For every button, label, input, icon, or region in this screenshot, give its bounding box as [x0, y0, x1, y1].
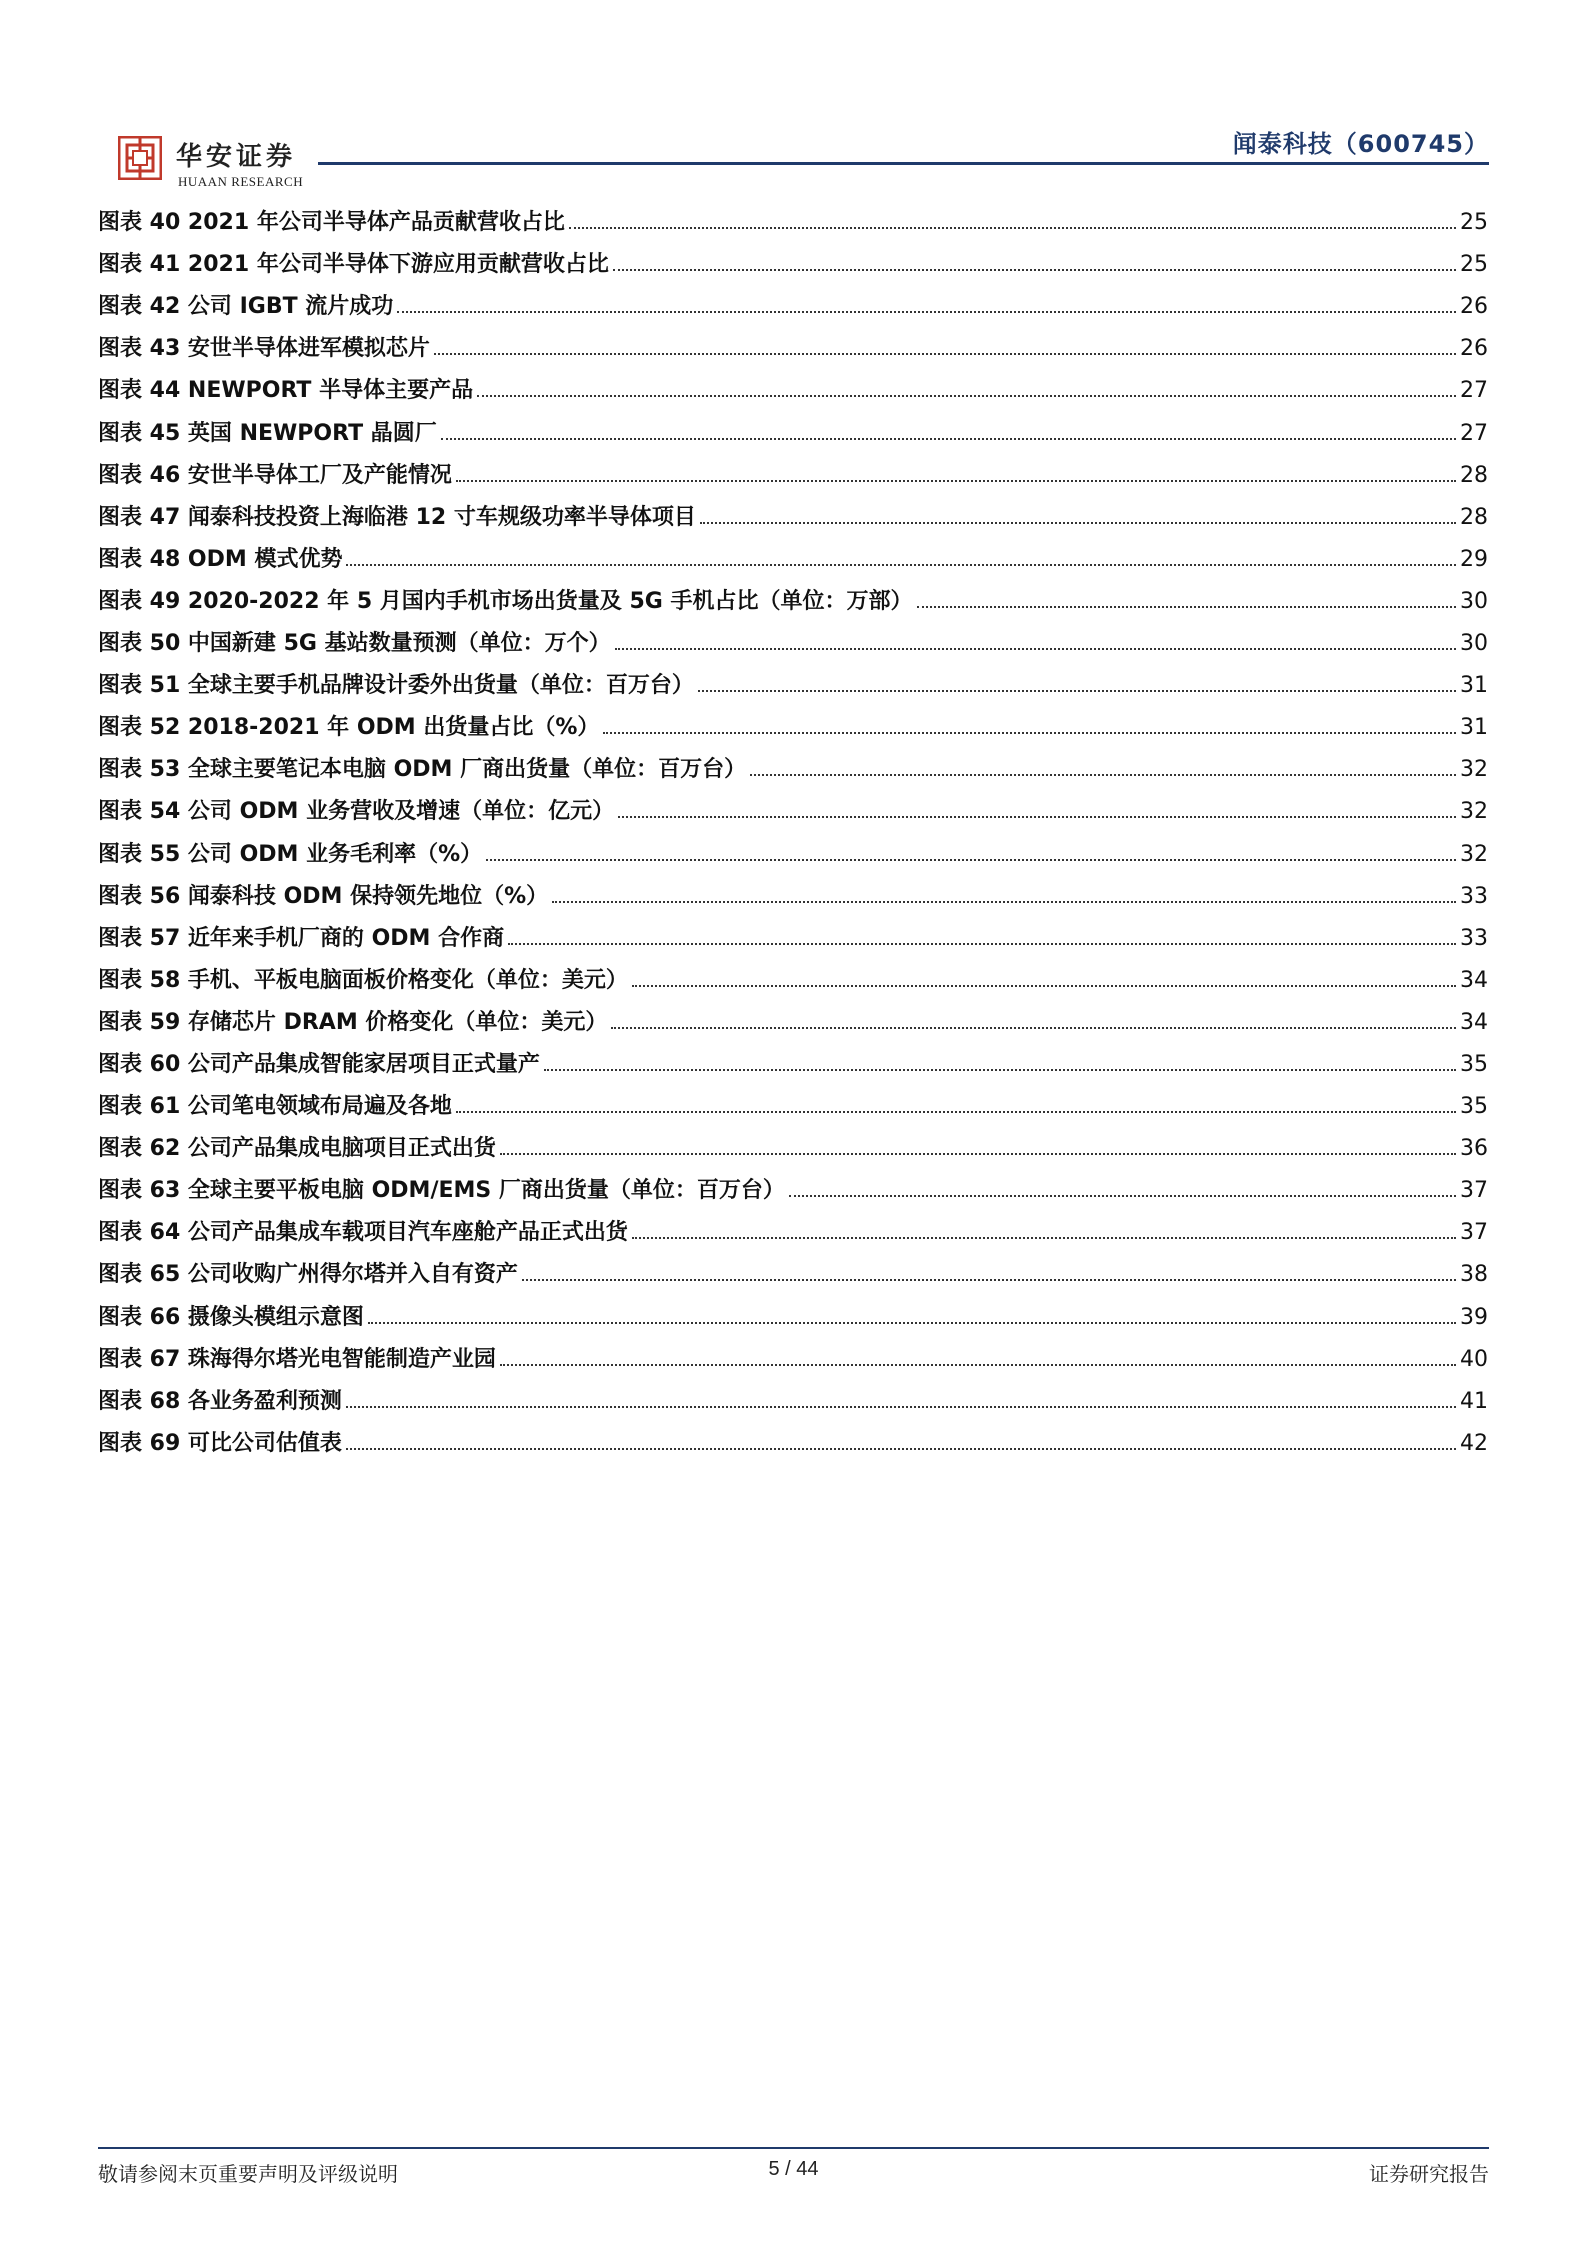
toc-entry-page: 36: [1460, 1136, 1488, 1162]
toc-entry-label: 图表 52 2018-2021 年 ODM 出货量占比（%）: [98, 715, 600, 741]
toc-dot-leader: [346, 1448, 1456, 1450]
toc-dot-leader: [456, 480, 1456, 482]
toc-entry-label: 图表 56 闻泰科技 ODM 保持领先地位（%）: [98, 883, 549, 909]
toc-entry-label: 图表 64 公司产品集成车载项目汽车座舱产品正式出货: [98, 1220, 628, 1246]
toc-entry-label: 图表 46 安世半导体工厂及产能情况: [98, 462, 452, 488]
toc-entry-label: 图表 58 手机、平板电脑面板价格变化（单位：美元）: [98, 967, 628, 993]
toc-entry-page: 33: [1460, 925, 1488, 951]
toc-entry-page: 28: [1460, 504, 1488, 530]
toc-entry-page: 28: [1460, 462, 1488, 488]
toc-entry-label: 图表 59 存储芯片 DRAM 价格变化（单位：美元）: [98, 1009, 608, 1035]
toc-entry-page: 40: [1460, 1346, 1488, 1372]
toc-entry-label: 图表 49 2020-2022 年 5 月国内手机市场出货量及 5G 手机占比（单位：万部）: [98, 588, 913, 614]
toc-entry-page: 35: [1460, 1094, 1488, 1120]
toc-entry[interactable]: [98, 321, 1488, 363]
toc-entry-label: 图表 67 珠海得尔塔光电智能制造产业园: [98, 1346, 496, 1372]
toc-entry-page: 27: [1460, 378, 1488, 404]
report-type: 证券研究报告: [1369, 2162, 1489, 2186]
toc-entry[interactable]: [98, 195, 1488, 237]
toc-entry[interactable]: [98, 658, 1488, 700]
toc-entry-label: 图表 66 摄像头模组示意图: [98, 1304, 364, 1330]
toc-dot-leader: [456, 1111, 1456, 1113]
toc-entry-page: 29: [1460, 546, 1488, 572]
toc-dot-leader: [397, 311, 1456, 313]
toc-entry-page: 32: [1460, 841, 1488, 867]
toc-entry-label: 图表 43 安世半导体进军模拟芯片: [98, 336, 430, 362]
toc-dot-leader: [750, 774, 1456, 776]
toc-entry-label: 图表 47 闻泰科技投资上海临港 12 寸车规级功率半导体项目: [98, 504, 696, 530]
toc-entry-page: 26: [1460, 294, 1488, 320]
toc-dot-leader: [632, 1237, 1456, 1239]
toc-entry[interactable]: [98, 616, 1488, 658]
toc-entry-page: 25: [1460, 252, 1488, 278]
toc-entry-label: 图表 55 公司 ODM 业务毛利率（%）: [98, 841, 483, 867]
toc-entry-page: 34: [1460, 967, 1488, 993]
toc-entry-label: 图表 54 公司 ODM 业务营收及增速（单位：亿元）: [98, 799, 615, 825]
toc-dot-leader: [346, 1406, 1456, 1408]
toc-dot-leader: [700, 522, 1456, 524]
toc-entry-label: 图表 68 各业务盈利预测: [98, 1388, 342, 1414]
toc-entry[interactable]: [98, 1416, 1488, 1458]
page-header: [0, 0, 1587, 200]
toc-entry[interactable]: [98, 995, 1488, 1037]
toc-entry-page: 31: [1460, 673, 1488, 699]
toc-dot-leader: [569, 227, 1456, 229]
toc-entry-label: 图表 61 公司笔电领域布局遍及各地: [98, 1094, 452, 1120]
huaan-logo-icon: [118, 136, 162, 180]
disclaimer-note: 敬请参阅末页重要声明及评级说明: [98, 2162, 398, 2186]
footer-divider: [98, 2147, 1489, 2149]
toc-entry-label: 图表 57 近年来手机厂商的 ODM 合作商: [98, 925, 505, 951]
toc-entry-page: 26: [1460, 336, 1488, 362]
toc-entry[interactable]: [98, 911, 1488, 953]
brand-name-en: HUAAN RESEARCH: [178, 174, 304, 189]
toc-entry[interactable]: [98, 405, 1488, 447]
toc-entry[interactable]: [98, 1163, 1488, 1205]
toc-entry-page: 34: [1460, 1009, 1488, 1035]
toc-dot-leader: [368, 1322, 1456, 1324]
toc-entry[interactable]: [98, 1079, 1488, 1121]
toc-entry-page: 37: [1460, 1178, 1488, 1204]
toc-entry-label: 图表 62 公司产品集成电脑项目正式出货: [98, 1136, 496, 1162]
toc-entry[interactable]: [98, 742, 1488, 784]
toc-entry[interactable]: [98, 1247, 1488, 1289]
toc-dot-leader: [552, 901, 1456, 903]
toc-dot-leader: [346, 564, 1456, 566]
toc-entry[interactable]: [98, 700, 1488, 742]
toc-entry-label: 图表 53 全球主要笔记本电脑 ODM 厂商出货量（单位：百万台）: [98, 757, 747, 783]
toc-dot-leader: [611, 1027, 1456, 1029]
report-title: 闻泰科技（600745）: [1232, 130, 1489, 158]
toc-entry-page: 41: [1460, 1388, 1488, 1414]
toc-entry-page: 31: [1460, 715, 1488, 741]
toc-dot-leader: [434, 353, 1456, 355]
toc-entry-page: 32: [1460, 757, 1488, 783]
toc-dot-leader: [789, 1195, 1456, 1197]
toc-entry-label: 图表 48 ODM 模式优势: [98, 546, 343, 572]
toc-entry[interactable]: [98, 953, 1488, 995]
toc-entry[interactable]: [98, 826, 1488, 868]
toc-entry[interactable]: [98, 1037, 1488, 1079]
toc-entry[interactable]: [98, 490, 1488, 532]
toc-entry-label: 图表 44 NEWPORT 半导体主要产品: [98, 378, 474, 404]
toc-entry[interactable]: [98, 1121, 1488, 1163]
toc-entry-label: 图表 65 公司收购广州得尔塔并入自有资产: [98, 1262, 518, 1288]
toc-entry[interactable]: [98, 237, 1488, 279]
toc-entry-page: 35: [1460, 1051, 1488, 1077]
toc-entry[interactable]: [98, 1289, 1488, 1331]
toc-entry[interactable]: [98, 574, 1488, 616]
toc-entry-page: 25: [1460, 210, 1488, 236]
toc-entry[interactable]: [98, 363, 1488, 405]
toc-entry[interactable]: [98, 532, 1488, 574]
toc-entry[interactable]: [98, 869, 1488, 911]
toc-dot-leader: [544, 1069, 1456, 1071]
toc-dot-leader: [615, 648, 1456, 650]
toc-entry-label: 图表 45 英国 NEWPORT 晶圆厂: [98, 420, 437, 446]
toc-entry[interactable]: [98, 784, 1488, 826]
toc-entry-label: 图表 40 2021 年公司半导体产品贡献营收占比: [98, 210, 565, 236]
toc-entry-page: 38: [1460, 1262, 1488, 1288]
toc-entry-page: 33: [1460, 883, 1488, 909]
toc-entry[interactable]: [98, 279, 1488, 321]
toc-entry-label: 图表 60 公司产品集成智能家居项目正式量产: [98, 1051, 540, 1077]
toc-dot-leader: [500, 1153, 1456, 1155]
toc-entry[interactable]: [98, 1332, 1488, 1374]
toc-entry[interactable]: [98, 1205, 1488, 1247]
toc-entry-label: 图表 63 全球主要平板电脑 ODM/EMS 厂商出货量（单位：百万台）: [98, 1178, 785, 1204]
toc-dot-leader: [917, 606, 1457, 608]
toc-dot-leader: [508, 943, 1456, 945]
toc-entry-page: 30: [1460, 631, 1488, 657]
toc-dot-leader: [618, 816, 1456, 818]
toc-entry-page: 32: [1460, 799, 1488, 825]
brand-name-cn: 华安证券: [176, 142, 297, 172]
toc-entry-page: 30: [1460, 588, 1488, 614]
toc-entry-page: 42: [1460, 1430, 1488, 1456]
toc-dot-leader: [477, 395, 1456, 397]
toc-entry-label: 图表 50 中国新建 5G 基站数量预测（单位：万个）: [98, 631, 611, 657]
toc-entry-label: 图表 69 可比公司估值表: [98, 1430, 342, 1456]
toc-entry[interactable]: [98, 1374, 1488, 1416]
toc-entry-label: 图表 51 全球主要手机品牌设计委外出货量（单位：百万台）: [98, 673, 694, 699]
figure-index-list: [98, 195, 1488, 1458]
toc-dot-leader: [486, 859, 1456, 861]
toc-entry-label: 图表 42 公司 IGBT 流片成功: [98, 294, 394, 320]
toc-dot-leader: [632, 985, 1456, 987]
toc-dot-leader: [698, 690, 1456, 692]
toc-entry-label: 图表 41 2021 年公司半导体下游应用贡献营收占比: [98, 252, 609, 278]
toc-entry-page: 39: [1460, 1304, 1488, 1330]
page-indicator: 5 / 44: [768, 2158, 819, 2180]
toc-dot-leader: [441, 438, 1456, 440]
toc-entry-page: 37: [1460, 1220, 1488, 1246]
toc-dot-leader: [522, 1279, 1456, 1281]
toc-dot-leader: [500, 1364, 1456, 1366]
header-divider: [318, 162, 1489, 165]
toc-dot-leader: [603, 732, 1456, 734]
toc-entry[interactable]: [98, 448, 1488, 490]
toc-entry-page: 27: [1460, 420, 1488, 446]
toc-dot-leader: [613, 269, 1456, 271]
